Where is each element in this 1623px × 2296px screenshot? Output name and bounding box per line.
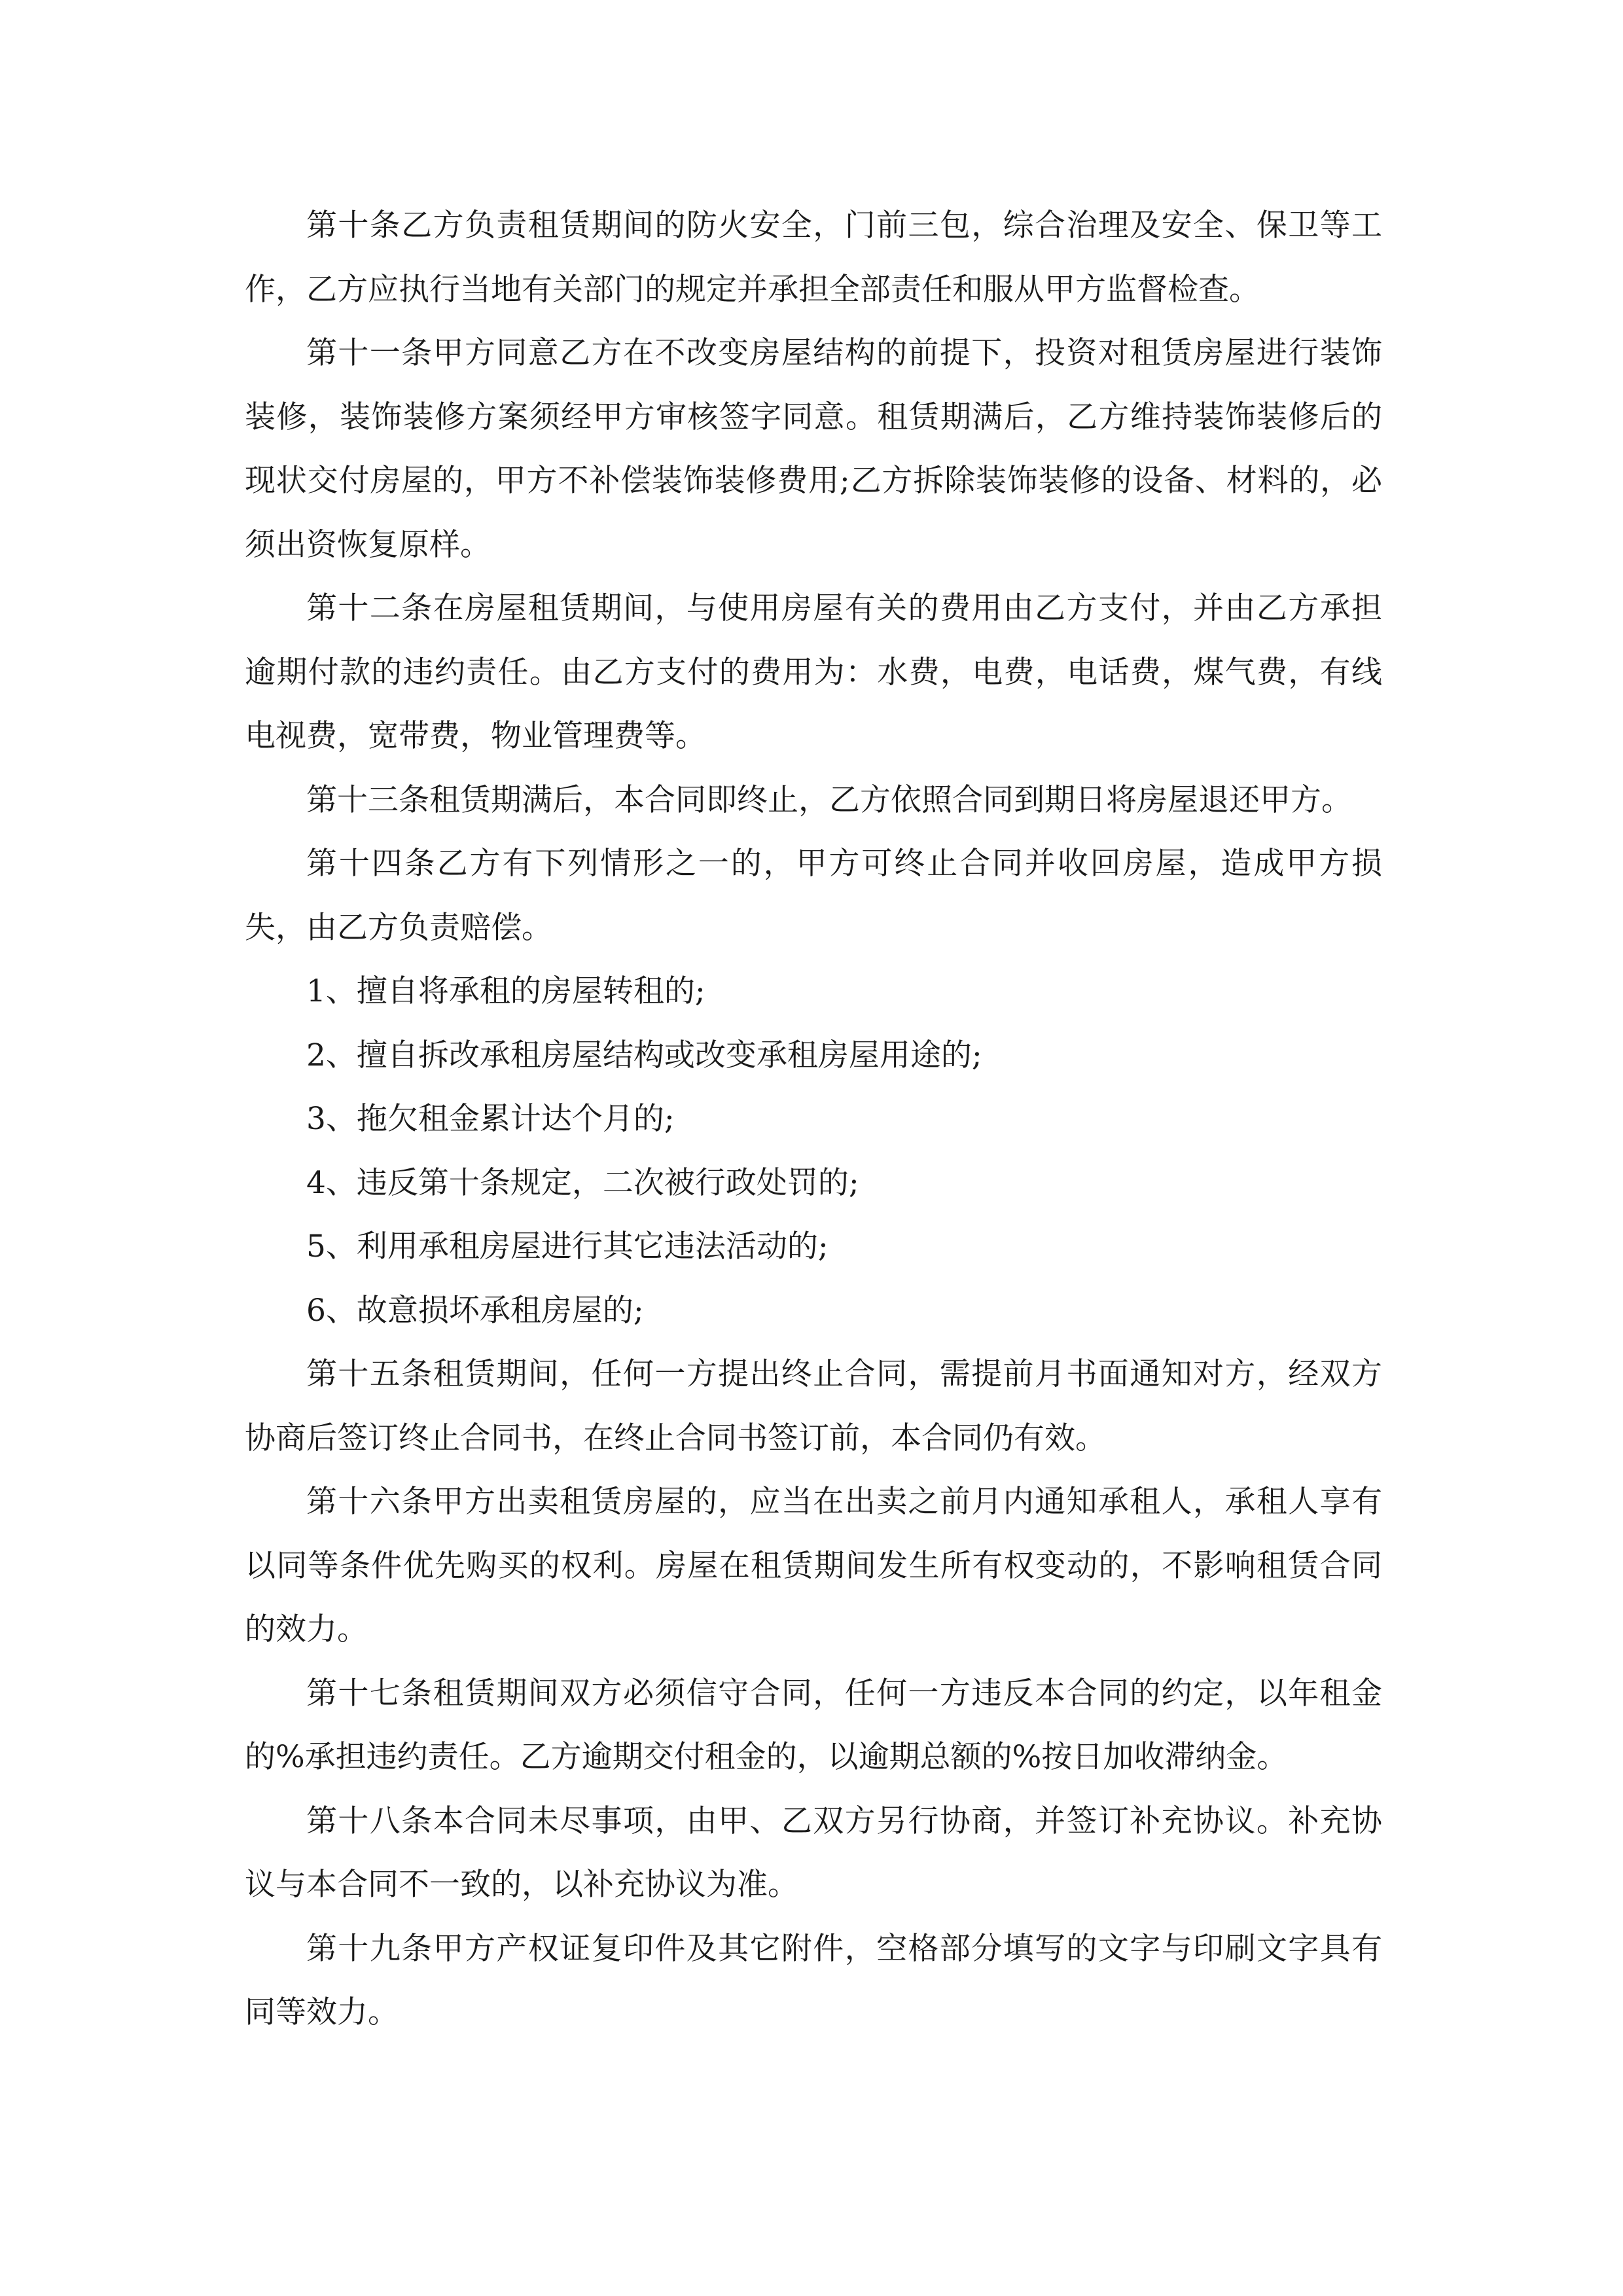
- contract-body: [245, 194, 1382, 2045]
- clause-17: 第十七条租赁期间双方必须信守合同，任何一方违反本合同的约定，以年租金的%承担违约责任。乙方逾期交付租金的，以逾期总额的%按日加收滞纳金。: [245, 1675, 1382, 1775]
- clause-15: 第十五条租赁期间，任何一方提出终止合同，需提前月书面通知对方，经双方协商后签订终止合同书，在终止合同书签订前，本合同仍有效。: [245, 1356, 1382, 1456]
- clause-13: 第十三条租赁期满后，本合同即终止，乙方依照合同到期日将房屋退还甲方。: [306, 781, 1352, 818]
- clause-14-item-3: 3、拖欠租金累计达个月的;: [306, 1101, 675, 1137]
- clause-10: 第十条乙方负责租赁期间的防火安全，门前三包，综合治理及安全、保卫等工作，乙方应执行当地有关部门的规定并承担全部责任和服从甲方监督检查。: [245, 207, 1382, 308]
- clause-18: 第十八条本合同未尽事项，由甲、乙双方另行协商，并签订补充协议。补充协议与本合同不一致的，以补充协议为准。: [245, 1803, 1382, 1903]
- clause-14-item-6: 6、故意损坏承租房屋的;: [306, 1292, 644, 1329]
- clause-14-item-4: 4、违反第十条规定，二次被行政处罚的;: [306, 1164, 859, 1201]
- clause-14: 第十四条乙方有下列情形之一的，甲方可终止合同并收回房屋，造成甲方损失，由乙方负责赔偿。: [245, 846, 1382, 946]
- clause-14-item-1: 1、擅自将承租的房屋转租的;: [306, 973, 705, 1009]
- clause-11: 第十一条甲方同意乙方在不改变房屋结构的前提下，投资对租赁房屋进行装饰装修，装饰装修方案须经甲方审核签字同意。租赁期满后，乙方维持装饰装修后的现状交付房屋的，甲方不补偿装饰装修费用;乙方拆除装饰装修的设备、材料的，必须出资恢复原样。: [245, 335, 1382, 563]
- clause-16: 第十六条甲方出卖租赁房屋的，应当在出卖之前月内通知承租人，承租人享有以同等条件优先购买的权利。房屋在租赁期间发生所有权变动的，不影响租赁合同的效力。: [245, 1484, 1382, 1647]
- clause-14-item-5: 5、利用承租房屋进行其它违法活动的;: [306, 1229, 829, 1265]
- clause-12: 第十二条在房屋租赁期间，与使用房屋有关的费用由乙方支付，并由乙方承担逾期付款的违约责任。由乙方支付的费用为：水费，电费，电话费，煤气费，有线电视费，宽带费，物业管理费等。: [245, 590, 1382, 754]
- clause-14-item-2: 2、擅自拆改承租房屋结构或改变承租房屋用途的;: [306, 1037, 982, 1073]
- clause-19: 第十九条甲方产权证复印件及其它附件，空格部分填写的文字与印刷文字具有同等效力。: [245, 1930, 1382, 2030]
